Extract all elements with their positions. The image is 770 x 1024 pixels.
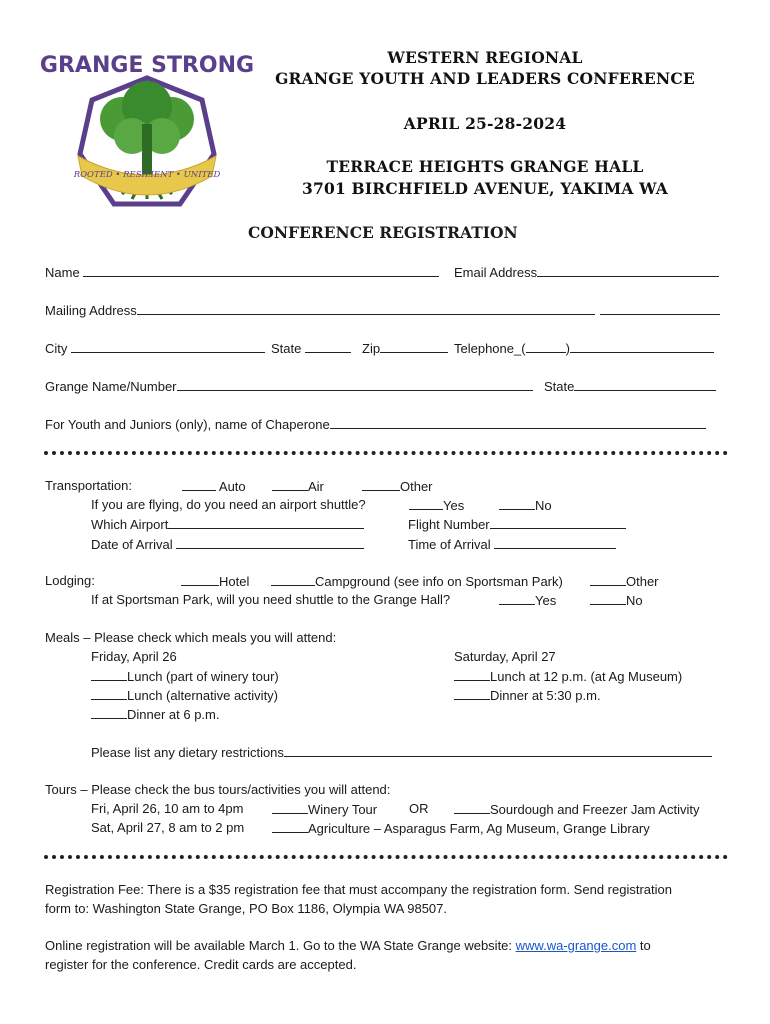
wa-grange-link[interactable]: www.wa-grange.com xyxy=(515,938,637,953)
arrival-time-field[interactable] xyxy=(494,536,616,549)
telephone-close: ) xyxy=(565,341,570,356)
grange-state-label: State xyxy=(544,379,575,394)
dietary-field[interactable] xyxy=(284,744,712,757)
sat-dinner-label: Dinner at 5:30 p.m. xyxy=(490,688,601,703)
meals-intro: Meals – Please check which meals you will attend: xyxy=(45,630,337,645)
sat-lunch-check[interactable] xyxy=(454,668,490,681)
agriculture-label: Agriculture – Asparagus Farm, Ag Museum, Grange Library xyxy=(308,821,650,836)
area-code-field[interactable] xyxy=(526,340,566,353)
grange-field[interactable] xyxy=(177,378,533,391)
agriculture-check[interactable] xyxy=(272,820,308,833)
email-label: Email Address xyxy=(454,265,538,280)
grange-state-field[interactable] xyxy=(574,378,716,391)
air-label: Air xyxy=(308,479,324,494)
sourdough-label: Sourdough and Freezer Jam Activity xyxy=(490,802,700,817)
fri-lunch2-label: Lunch (alternative activity) xyxy=(127,688,279,703)
online-text-to: to xyxy=(636,938,651,953)
chaperone-field[interactable] xyxy=(330,416,706,429)
other-lodging-check[interactable] xyxy=(590,573,626,586)
mailing-label: Mailing Address xyxy=(45,303,137,318)
fri-dinner-check[interactable] xyxy=(91,706,127,719)
header-dates: APRIL 25-28-2024 xyxy=(403,114,567,133)
fri-lunch1-check[interactable] xyxy=(91,668,127,681)
shuttle-yes-check[interactable] xyxy=(409,497,443,510)
fri-lunch2-check[interactable] xyxy=(91,687,127,700)
hotel-label: Hotel xyxy=(219,574,250,589)
online-text: Online registration will be available March 1. Go to the WA State Grange website: xyxy=(45,938,516,953)
sat-dinner-check[interactable] xyxy=(454,687,490,700)
state-field[interactable] xyxy=(305,340,351,353)
fee-line2: form to: Washington State Grange, PO Box 1186, Olympia WA 98507. xyxy=(45,901,447,916)
camp-label: Campground (see info on Sportsman Park) xyxy=(315,574,563,589)
mailing-field[interactable] xyxy=(137,302,595,315)
arrival-date-field[interactable] xyxy=(176,536,364,549)
online-line2: register for the conference. Credit cards are accepted. xyxy=(45,957,357,972)
tours-intro: Tours – Please check the bus tours/activities you will attend: xyxy=(45,782,391,797)
telephone-label: Telephone_( xyxy=(454,341,526,356)
shuttle-yes-label: Yes xyxy=(443,498,465,513)
grange-label: Grange Name/Number xyxy=(45,379,177,394)
form-title: CONFERENCE REGISTRATION xyxy=(248,223,518,242)
other-lodging-label: Other xyxy=(626,574,659,589)
name-label: Name xyxy=(45,265,80,280)
header-line2: GRANGE YOUTH AND LEADERS CONFERENCE xyxy=(275,69,695,88)
online-line1 xyxy=(45,938,651,953)
arrival-date-label: Date of Arrival xyxy=(91,537,173,552)
other-transport-label: Other xyxy=(400,479,433,494)
airport-label: Which Airport xyxy=(91,517,169,532)
lodging-shuttle-no-label: No xyxy=(626,593,643,608)
transport-label: Transportation: xyxy=(45,478,132,493)
sat-lunch-label: Lunch at 12 p.m. (at Ag Museum) xyxy=(490,669,683,684)
fee-line1: Registration Fee: There is a $35 registration fee that must accompany the registration form. Send registration xyxy=(45,882,672,897)
fri-dinner-label: Dinner at 6 p.m. xyxy=(127,707,220,722)
auto-check[interactable] xyxy=(182,478,216,491)
lodging-shuttle-no-check[interactable] xyxy=(590,592,626,605)
section-divider xyxy=(44,451,728,455)
arrival-time-label: Time of Arrival xyxy=(408,537,491,552)
flight-field[interactable] xyxy=(490,516,626,529)
flight-label: Flight Number xyxy=(408,517,490,532)
tours-fri-date: Fri, April 26, 10 am to 4pm xyxy=(91,801,244,816)
header-address: 3701 BIRCHFIELD AVENUE, YAKIMA WA xyxy=(301,179,669,198)
airport-field[interactable] xyxy=(168,516,364,529)
name-field[interactable] xyxy=(83,264,439,277)
lodging-shuttle-yes-label: Yes xyxy=(535,593,557,608)
logo-text: GRANGE STRONG xyxy=(39,53,255,78)
logo-banner-text: ROOTED • RESILIENT • UNITED xyxy=(73,170,221,180)
meals-saturday-heading: Saturday, April 27 xyxy=(454,649,556,664)
mailing-field-2[interactable] xyxy=(600,302,720,315)
header-line1: WESTERN REGIONAL xyxy=(387,48,583,67)
zip-label: Zip xyxy=(362,341,381,356)
shuttle-no-check[interactable] xyxy=(499,497,535,510)
sourdough-check[interactable] xyxy=(454,801,490,814)
shuttle-no-label: No xyxy=(535,498,552,513)
auto-label: Auto xyxy=(218,479,246,494)
lodging-shuttle-question: If at Sportsman Park, will you need shuttle to the Grange Hall? xyxy=(91,592,451,607)
section-divider-2 xyxy=(44,855,728,859)
shuttle-question: If you are flying, do you need an airport shuttle? xyxy=(91,497,366,512)
chaperone-label: For Youth and Juniors (only), name of Chaperone xyxy=(45,417,330,432)
tours-sat-date: Sat, April 27, 8 am to 2 pm xyxy=(91,820,245,835)
state-label: State xyxy=(271,341,302,356)
meals-friday-heading: Friday, April 26 xyxy=(91,649,177,664)
winery-label: Winery Tour xyxy=(308,802,378,817)
header-venue: TERRACE HEIGHTS GRANGE HALL xyxy=(326,157,644,176)
lodging-label: Lodging: xyxy=(45,573,95,588)
city-field[interactable] xyxy=(71,340,265,353)
lodging-shuttle-yes-check[interactable] xyxy=(499,592,535,605)
fri-lunch1-label: Lunch (part of winery tour) xyxy=(127,669,279,684)
zip-field[interactable] xyxy=(380,340,448,353)
hotel-check[interactable] xyxy=(181,573,219,586)
other-transport-check[interactable] xyxy=(362,478,400,491)
email-field[interactable] xyxy=(537,264,719,277)
winery-check[interactable] xyxy=(272,801,308,814)
dietary-label: Please list any dietary restrictions xyxy=(91,745,284,760)
city-label: City xyxy=(45,341,68,356)
air-check[interactable] xyxy=(272,478,308,491)
grange-strong-logo xyxy=(39,44,255,219)
camp-check[interactable] xyxy=(271,573,315,586)
telephone-field[interactable] xyxy=(570,340,714,353)
tours-or: OR xyxy=(409,801,429,816)
